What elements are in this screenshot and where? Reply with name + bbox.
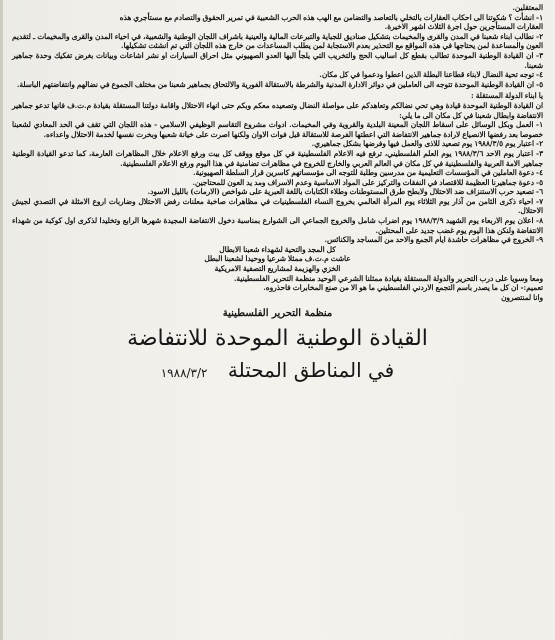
call-item-7: ٧- احياء ذكرى الثامن من آذار يوم الثلاثاء يوم المرأة العالمي بخروج النساء الفلسطينيات في مظاهرات صاخبة معلنات رفض الاحتلال وضاربات اروع الامثلة في التصدي لجيش الاحتلال. bbox=[12, 196, 543, 216]
slogan-martyrs: كل المجد والتحية لشهداء شعبنا الابطال bbox=[219, 244, 336, 254]
slogan-together: ومعا وسويا على درب التحرير والدولة المستقلة بقيادة ممثلنا الشرعي الوحيد منظمة التحرير الفلسطينية. bbox=[233, 273, 543, 283]
call-item-9: ٩- الخروج في مظاهرات حاشدة ايام الجمع والاحد من المساجد والكنائس. bbox=[324, 235, 543, 245]
point-donation-funds: ٢- نطالب ابناء شعبنا في المدن والقرى والمخيمات بتشكيل صناديق للجباية والتبرعات المالية والعينية باشراف اللجان الوطنية والشعبية، في احياء المدن والقرى والمخيمات ـ لتقديم العون والمساعدة لمن يحتاجها في هذه المواقع مع التحذير بعدم الاستجابة لمن يطلب المساعدات من خارج هذه اللجان التي تم انشئت تشكيلها. bbox=[12, 31, 543, 51]
circular-warning: تعميم:- ان كل ما يصدر باسم التجمع الاردني الفلسطيني ما هو الا من صنع المخابرات فاحذروه. bbox=[263, 283, 543, 293]
point-landlords-cont: العقارات المستأجرين حول اجرة الثلاث اشهر الاخيرة. bbox=[384, 22, 543, 32]
scan-edge bbox=[0, 0, 3, 640]
leadership-call-intro: ان القيادة الوطنية الموحدة قيادة وهي تحي نضالكم وتعاهدكم على مواصلة النضال وتصعيده معكم وبكم حتى انهاء الاحتلال واقامة دولتنا المستقلة بقيادة م.ت.ف فانها تدعو جماهير الانتفاضة وابطال شعبنا في كل مكان الى ما يلي: bbox=[12, 100, 543, 120]
section-heading: يا ابناء الدولة المستقلة : bbox=[471, 91, 543, 101]
point-sabotage-warning: ٣- ان القيادة الوطنية الموحدة تطالب بقطع كل اساليب الحج والتخريب التي يلجأ اليها العدو الصهيوني مثل احراق السيارات او نشر اشاعات وبيانات بغرض تفكيك وحدة جماهير شعبنا. bbox=[12, 50, 543, 70]
closing-line: وانا لمنتصرون bbox=[501, 292, 543, 302]
point-resignation-call: ٥- ان القيادة الوطنية الموحدة تتوجه الى العاملين في دوائر الادارة المدنية والشرطة بالاستقالة الفورية والالتحاق بجماهير شعبنا من مختلف الجموع في نضالهم وانتفاضتهم الباسلة. bbox=[16, 79, 543, 89]
signature-date: ١٩٨٨/٣/٢ bbox=[160, 366, 208, 381]
call-item-2: ٢- اعتبار يوم ١٩٨٨/٣/٥ يوم تصعيد للاذى والعمل فيها وفرضها بشكل جماهيري. bbox=[311, 139, 543, 149]
slogan-shame: الخزي والهزيمة لمشاريع التصفية الامريكية bbox=[214, 264, 341, 274]
paragraph-detainees: المعتقلين. bbox=[512, 3, 543, 12]
signature-block bbox=[12, 308, 543, 386]
signature-place: في المناطق المحتلة bbox=[227, 358, 395, 383]
signature-leadership: القيادة الوطنية الموحدة للانتفاضة bbox=[127, 326, 428, 352]
call-item-4: ٤- دعوة العاملين في المؤسسات التعليمية من مدرسين وطلبة للتوجه الى مؤسساتهم كاسرين قرار السلطة الصهيونية. bbox=[192, 168, 543, 178]
call-item-1: ١- العمل وبكل الوسائل على اسقاط اللجان المعينة البلدية والقروية وفي المخيمات. ادوات مشروع التقاسم الوظيفي الاسلامي - هذه اللجان التي تقف في الحد المعادي لشعبنا خصوصا بعد رفضها الانصياع لارادة جماهير الانتفاضة التي اعطتها الفرصة للاستقالة قبل فوات الاوان ولكنها اصرت على خيانة شعبها وبخرت نفسها لخدمة الاحتلال واعداءه. bbox=[12, 120, 543, 139]
slogan-plo: عاشت م.ت.ف ممثلا شرعيا ووحيدا لشعبنا البطل bbox=[204, 254, 351, 264]
call-item-6: ٦- تصعيد حرب الاستنزاف ضد الاحتلال ولابطح طرق المستوطنات وطلاء الكتابات باللغة العبرية على شواخص (الارمات) بالليل الاسود. bbox=[147, 187, 543, 197]
document-body bbox=[12, 3, 543, 302]
point-landlords: ١- انشأت ؟ شكوتنا الى احكاب العقارات بالتخلي بالتعاصد والتضامن مع الهب هذه الحرب الشعبية في تمرير الحقوق والتصادم مع مستأجري هذه bbox=[119, 12, 543, 22]
point-salute-gaza: ٤- توجه تحية النضال لابناء قطاعنا البطلة الذين اعطوا ودعموا في كل مكان. bbox=[319, 70, 543, 80]
call-item-3: ٣- اعتبار يوم الاحد ١٩٨٨/٣/٦ يوم العلم الفلسطيني، ترفع فيه الاعلام الفلسطينية في كل موقع ووقف كل بيت ورفع الاعلام خلال المظاهرات العارمة، كما تدعو القيادة الوطنية جماهير الامة العربية والفلسطينية في كل مكان في العالم العربي والخارج للخروج في مظاهرات تضامنية في هذا اليوم ورفع الاعلام الفلسطينية. bbox=[12, 148, 543, 168]
signature-organization: منظمة التحرير الفلسطينية bbox=[222, 308, 333, 320]
signature-place-date bbox=[12, 357, 543, 386]
call-item-8: ٨- اعلان يوم الاربعاء يوم الشهيد ١٩٨٨/٣/٩ يوم اضراب شامل والخروج الجماعي الى الشوارع بمناسبة دخول الانتفاضة المجيدة شهرها الرابع وتخليدا لذكرى اول كوكبة من شهداء الانتفاضة ولنكن هذا اليوم يوم غضب جديد على المحتلين. bbox=[12, 216, 543, 235]
call-item-5: ٥- دعوة جماهيرنا العظيمة للاقتصاد في النفقات والتركيز على المواد الاساسية وعدم الاسراف ومد يد العون للمحتاجين. bbox=[192, 177, 543, 187]
